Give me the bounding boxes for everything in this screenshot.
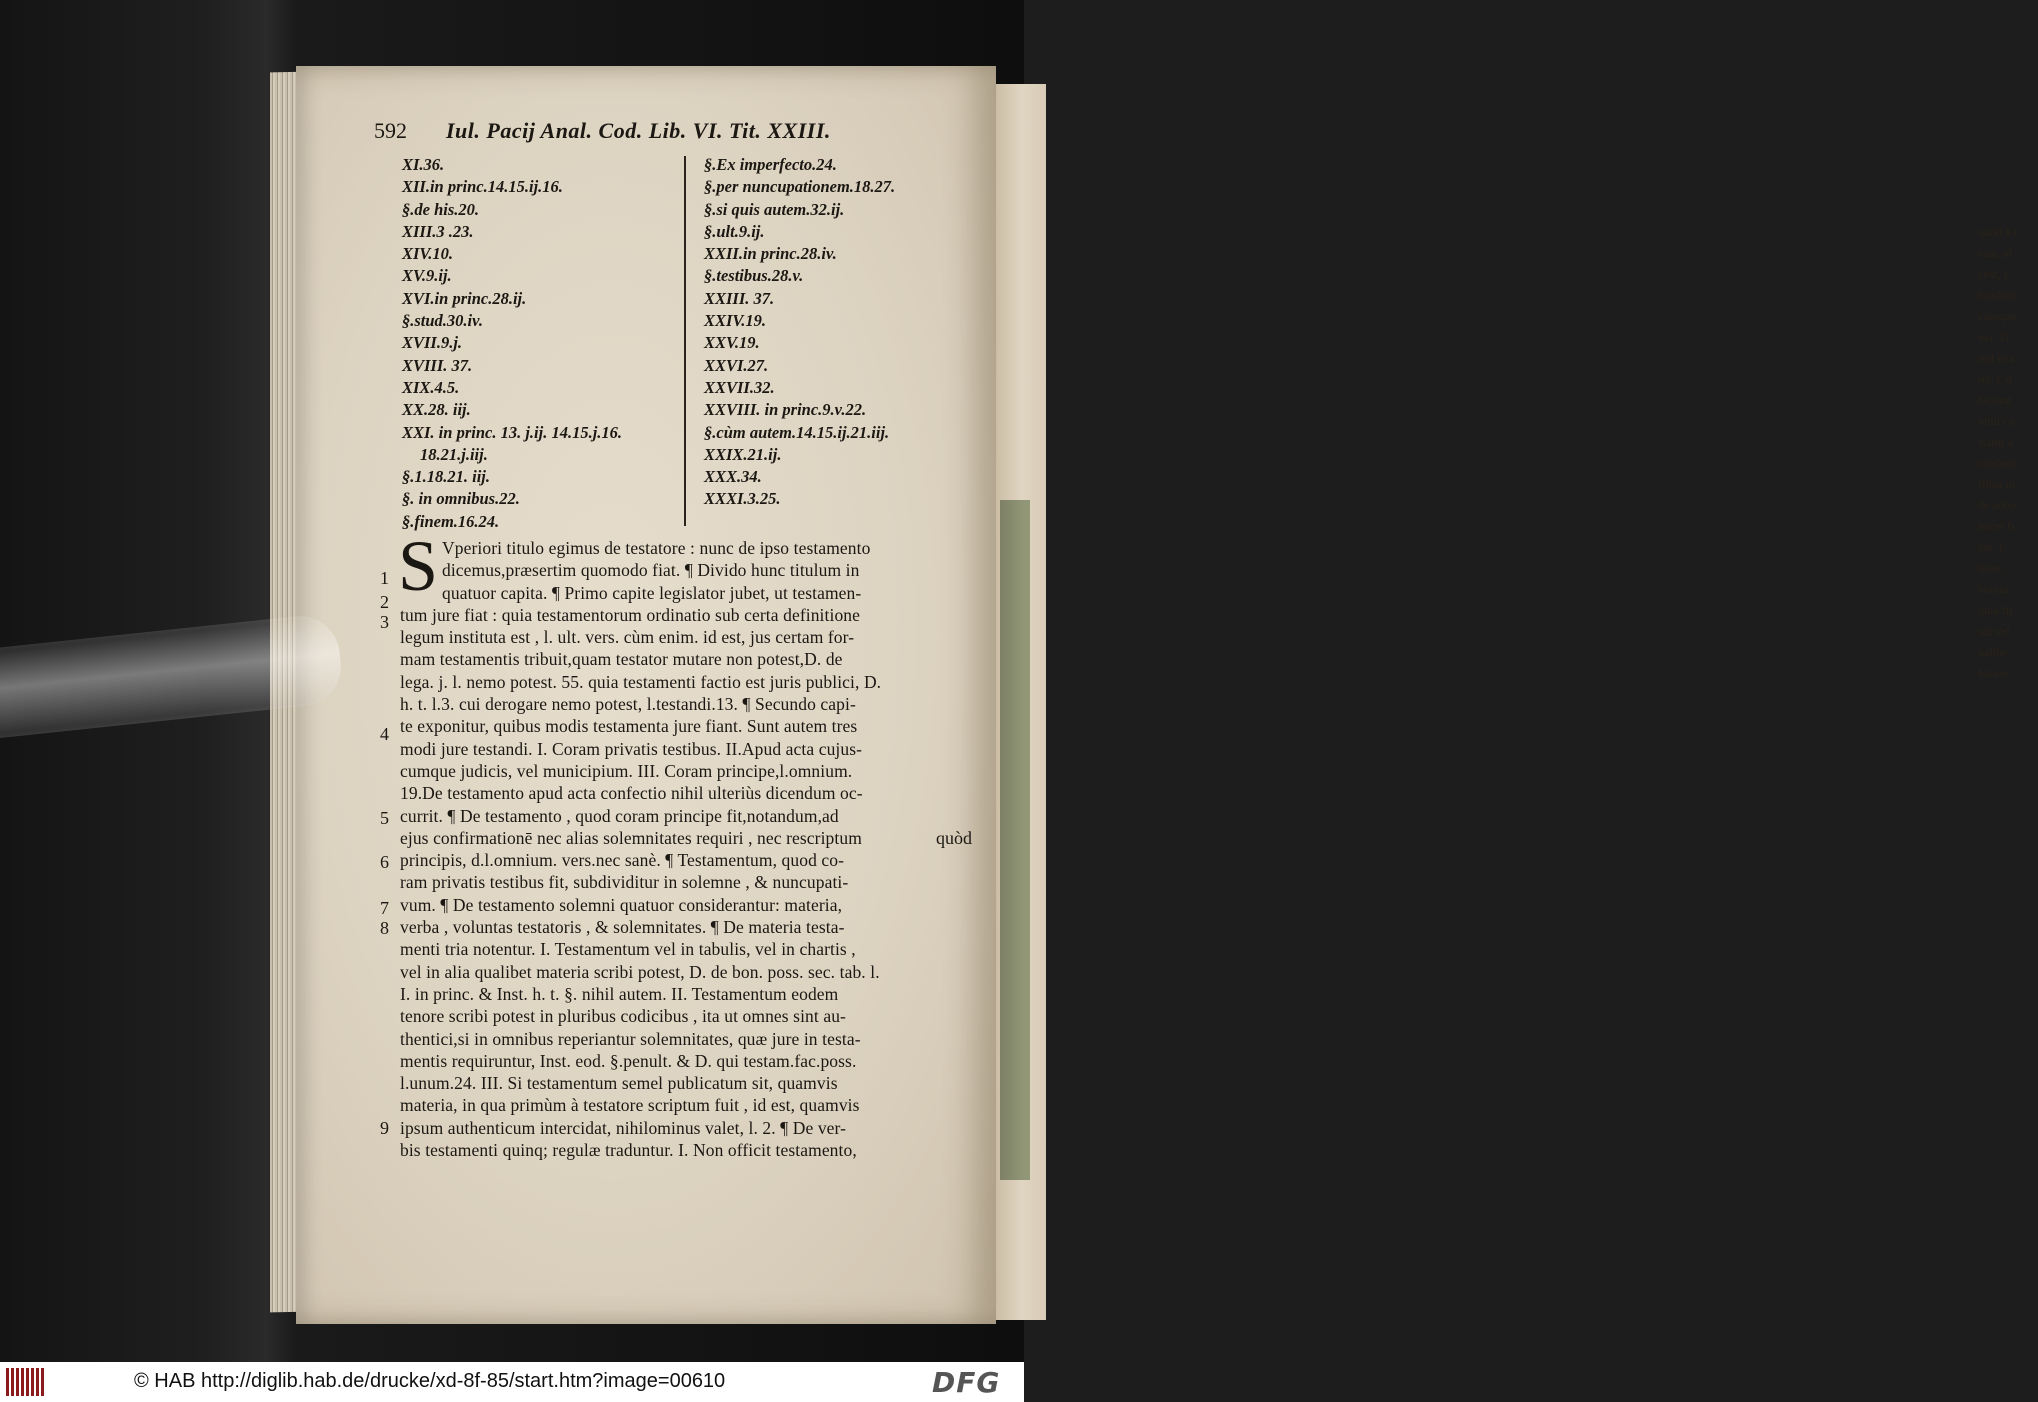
text-line: quatuor capita. ¶ Primo capite legislator jubet, ut testamen- — [442, 582, 862, 603]
index-entry: XXVI.27. — [704, 355, 769, 375]
running-head — [374, 118, 914, 144]
index-entry: §.si quis autem.32.ij. — [704, 199, 845, 219]
text-line: materia, in qua primùm à testatore scriptum fuit , id est, quamvis — [400, 1095, 860, 1116]
text-line: 19.De testamento apud acta confectio nihil ulteriùs dicendum oc- — [400, 783, 863, 804]
text-line: thentici,si in omnibus reperiantur solemnitates, quæ jure in testa- — [400, 1028, 861, 1049]
text-line: vum. ¶ De testamento solemni quatuor considerantur: materia, — [400, 894, 843, 915]
margin-number: 9 — [380, 1118, 389, 1138]
viewer-footer — [0, 1362, 1024, 1402]
margin-number: 7 — [380, 898, 389, 918]
catchword: quòd — [936, 828, 972, 848]
text-line: ram privatis testibus fit, subdividitur in solemne , & nuncupati- — [400, 872, 849, 893]
facing-page-fragment: stator a — [1978, 435, 2013, 449]
index-entry: §.1.18.21. iij. — [402, 467, 491, 487]
index-entry: XXIV.19. — [704, 311, 767, 331]
text-line: principis, d.l.omnium. vers.nec sanè. ¶ Testamentum, quod co- — [400, 850, 845, 871]
index-entry: XXVIII. in princ.9.v.22. — [704, 400, 867, 420]
index-entry: XV.9.ij. — [402, 266, 452, 286]
index-entry: XIII.3 .23. — [402, 221, 474, 241]
index-entry: XII.in princ.14.15.ij.16. — [402, 177, 563, 197]
index-entry: §. in omnibus.22. — [402, 489, 520, 509]
index-entry: XXI. in princ. 13. j.ij. 14.15.j.16. — [402, 422, 623, 442]
text-line: dicemus,præsertim quomodo fiat. ¶ Divido hunc titulum in — [442, 560, 860, 581]
text-line: ejus confirmationē nec alias solemnitates requiri , nec rescriptum — [400, 827, 862, 848]
index-divider-rule — [684, 156, 686, 526]
index-entry: XXXI.3.25. — [704, 489, 781, 509]
text-line: currit. ¶ De testamento , quod coram principe fit,notandum,ad — [400, 805, 839, 826]
index-entry: XXIII. 37. — [704, 288, 775, 308]
index-entry: XXIX.21.ij. — [704, 444, 782, 464]
index-entry: XIV.10. — [402, 244, 454, 264]
text-line: te exponitur, quibus modis testamenta jure fiant. Sunt autem tres — [400, 716, 858, 737]
margin-number: 1 — [380, 568, 389, 588]
margin-number: 2 — [380, 592, 389, 612]
index-entry: §.per nuncupationem.18.27. — [704, 177, 896, 197]
text-line: tum jure fiat : quia testamentorum ordinatio sub certa definitione — [400, 604, 861, 625]
index-entry: §.cùm autem.14.15.ij.21.iij. — [704, 422, 890, 442]
facing-page-fragment: cent, l. — [1978, 267, 2011, 281]
text-line: mam testamentis tribuit,quam testator mutare non potest,D. de — [400, 649, 843, 670]
text-line: lega. j. l. nemo potest. 55. quia testamenti factio est juris publici, D. — [400, 671, 882, 692]
index-entry: §.Ex imperfecto.24. — [704, 155, 837, 174]
index-entry: XVI.in princ.28.ij. — [402, 288, 527, 308]
facing-page-fragment: bat. l. — [1978, 540, 2005, 554]
index-entry: XX.28. iij. — [402, 400, 471, 420]
text-line: bis testamenti quinq; regulæ traduntur. I. Non officit testamento, — [400, 1140, 857, 1161]
text-line: Vperiori titulo egimus de testatore : nunc de ipso testamento — [442, 538, 871, 558]
text-line: vel in alia qualibet materia scribi potest, D. de bon. poss. sec. tab. l. — [400, 961, 880, 982]
facing-page-fragment: quòd à t — [1978, 225, 2017, 239]
index-entry: XI.36. — [402, 155, 445, 174]
index-entry: XIX.4.5. — [402, 377, 460, 397]
margin-number: 3 — [380, 612, 389, 632]
text-line: ipsum authenticum intercidat, nihilominus valet, l. 2. ¶ De ver- — [400, 1117, 847, 1138]
page-number: 592 — [374, 118, 407, 143]
facing-page-fragment: ret, l. q — [1978, 372, 2012, 386]
text-line: l.unum.24. III. Si testamentum semel publicatum sit, quamvis — [400, 1073, 838, 1094]
text-line: mentis requiruntur, Inst. eod. §.penult. & D. qui testam.fac.poss. — [400, 1050, 857, 1071]
facing-page-fragment: bation — [1978, 666, 2008, 680]
book-cover-edge — [1000, 500, 1030, 1180]
facing-page-fragment: cumque — [1978, 309, 2016, 323]
facing-page-fragment: nalibe — [1978, 645, 2008, 659]
running-head-text: Iul. Pacij Anal. Cod. Lib. VI. Tit. XXIII. — [446, 118, 831, 143]
index-entry: §.finem.16.24. — [402, 511, 500, 531]
text-line: modi jure testandi. I. Coram privatis testibus. II.Apud acta cujus- — [400, 738, 863, 759]
facing-page-fragment: filius m — [1978, 477, 2016, 491]
index-entry: §.testibus.28.v. — [704, 266, 804, 286]
facing-page-fragment: nihil cu — [1978, 414, 2015, 428]
facing-page-fragment: quia fil — [1978, 603, 2013, 617]
text-line: tenore scribi potest in pluribus codicibus , ita ut omnes sint au- — [400, 1006, 846, 1027]
text-line: I. in princ. & Inst. h. t. §. nihil autem. II. Testamentum eodem — [400, 983, 839, 1004]
index-column-left — [402, 154, 622, 533]
text-line: cumque judicis, vel municipium. III. Coram principe,l.omnium. — [400, 760, 853, 781]
text-line: menti tria notentur. I. Testamentum vel in tabulis, vel in chartis , — [400, 939, 856, 960]
margin-number: 6 — [380, 852, 389, 872]
index-entry: 18.21.j.iij. — [420, 444, 488, 464]
index-entry: XVII.9.j. — [402, 333, 463, 353]
index-entry: §.ult.9.ij. — [704, 221, 765, 241]
facing-page-fragment: tum, ul — [1978, 246, 2013, 260]
index-entry: XXX.34. — [704, 467, 762, 487]
index-entry: §.stud.30.iv. — [402, 311, 483, 331]
footer-source-text: © HAB http://diglib.hab.de/drucke/xd-8f-85/start.htm?image=00610 — [134, 1370, 726, 1392]
hab-logo-icon — [6, 1368, 46, 1396]
margin-number: 4 — [380, 724, 389, 744]
facing-page-fragment: nocet fi — [1978, 519, 2015, 533]
drop-capital: S — [398, 526, 439, 606]
index-column-right — [704, 154, 895, 511]
index-entry: XXV.19. — [704, 333, 760, 353]
facing-page-fragment: fundam — [1978, 288, 2015, 302]
text-line: verba , voluntas testatoris , & solemnitates. ¶ De materia testa- — [400, 917, 845, 938]
index-entry: XVIII. 37. — [402, 355, 473, 375]
text-line: h. t. l.3. cui derogare nemo potest, l.testandi.13. ¶ Secundo capi- — [400, 694, 856, 715]
index-entry: §.de his.20. — [402, 199, 480, 219]
index-entry: XXII.in princ.28.iv. — [704, 244, 837, 264]
facing-page-fragment: faciunt — [1978, 393, 2012, 407]
margin-number: 5 — [380, 808, 389, 828]
index-entry: XXVII.32. — [704, 377, 775, 397]
facing-page-fragment: modum — [1978, 456, 2015, 470]
facing-page-fragment: sui vel. — [1978, 624, 2013, 638]
body-text — [398, 526, 972, 1161]
margin-number: 8 — [380, 918, 389, 938]
facing-page-fragment: tione, — [1978, 561, 2005, 575]
facing-page-fragments — [1978, 222, 2038, 684]
facing-page-fragment: sed etia — [1978, 351, 2015, 365]
facing-page-fragment: homin — [1978, 582, 2009, 596]
dfg-logo: DFG — [932, 1366, 1001, 1399]
facing-page-fragment: ma, 21. — [1978, 330, 2014, 344]
text-line: legum instituta est , l. ult. vers. cùm enim. id est, jus certam for- — [400, 627, 855, 648]
facing-page-fragment: de adop — [1978, 498, 2016, 512]
